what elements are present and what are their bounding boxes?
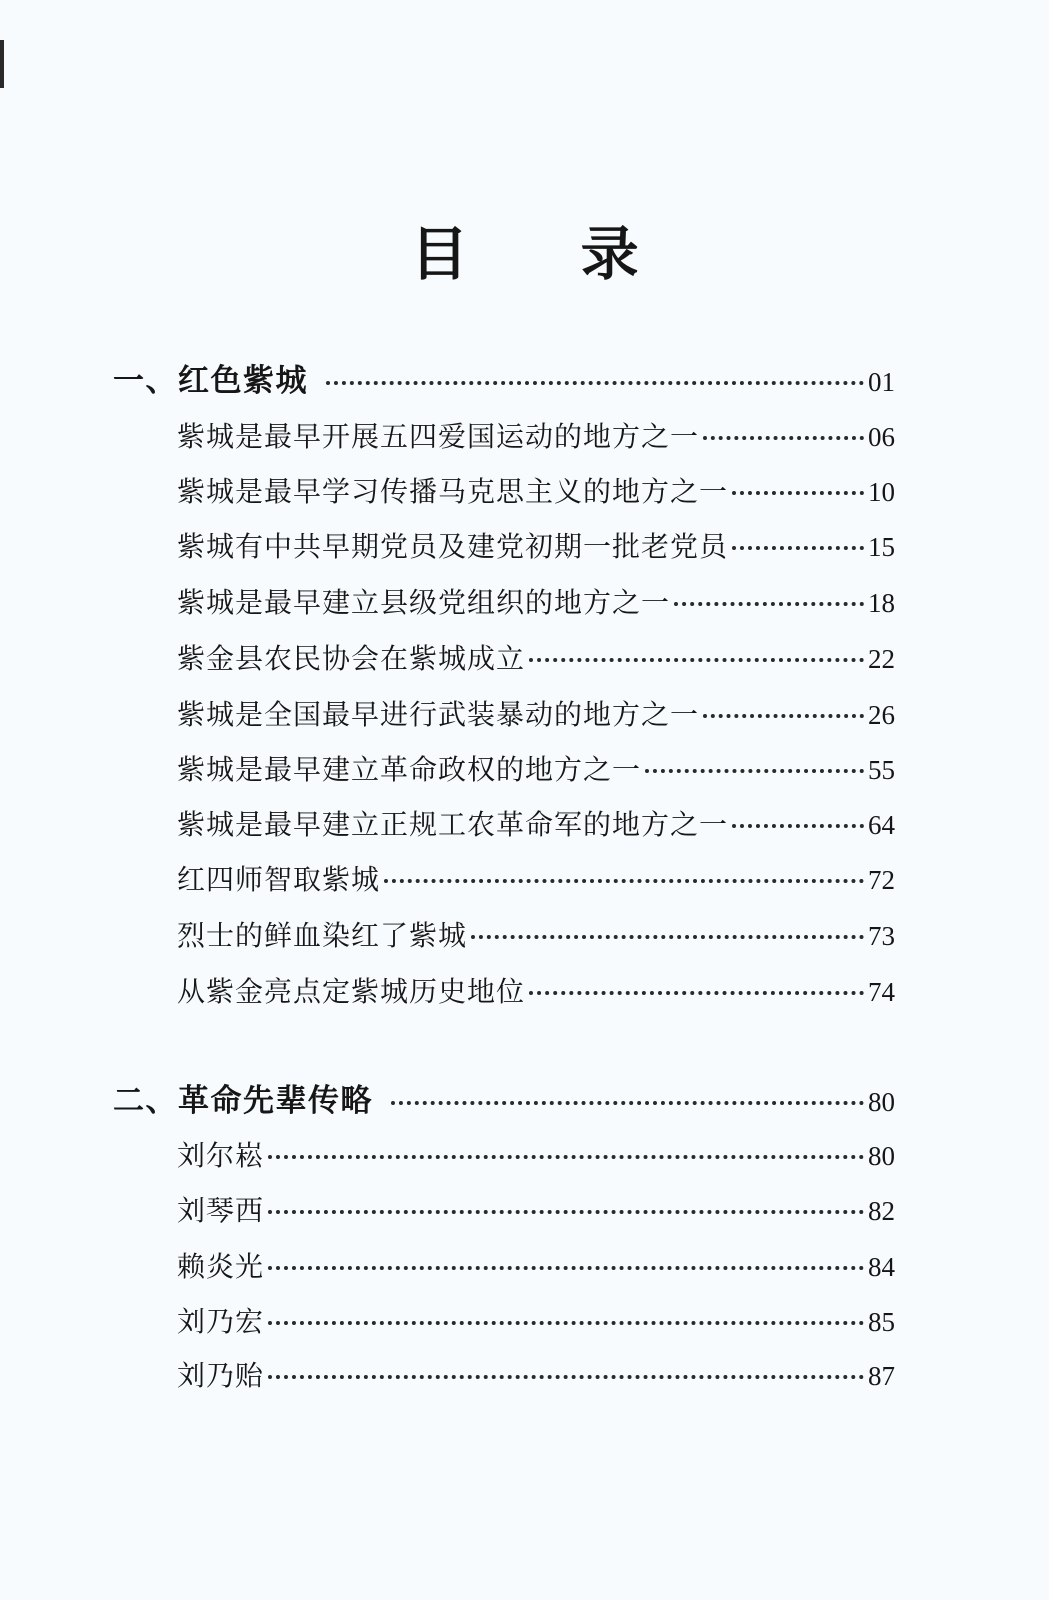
dot-leader <box>732 824 864 828</box>
entry-title: 紫金县农民协会在紫城成立 <box>177 642 526 675</box>
page-number: 22 <box>868 644 895 674</box>
entry-title: 紫城是最早建立县级党组织的地方之一 <box>177 586 671 619</box>
dot-leader <box>268 1155 864 1159</box>
entry-title: 赖炎光 <box>177 1250 265 1283</box>
entry-title: 紫城是全国最早进行武装暴动的地方之一 <box>177 698 700 731</box>
section-title: 一、红色紫城 <box>113 363 308 399</box>
entry-title: 红四师智取紫城 <box>177 863 381 896</box>
page-number: 26 <box>868 700 895 730</box>
section-title: 二、革命先辈传略 <box>113 1083 373 1119</box>
dot-leader <box>471 935 864 939</box>
dot-leader <box>268 1321 864 1325</box>
entry-title: 刘乃宏 <box>177 1305 265 1338</box>
toc-entry[interactable] <box>177 1245 895 1289</box>
page-number: 06 <box>868 422 895 452</box>
dot-leader <box>529 991 864 995</box>
toc-entry[interactable] <box>177 1134 895 1178</box>
toc-entry[interactable] <box>177 803 895 847</box>
entry-title: 从紫金亮点定紫城历史地位 <box>177 975 526 1008</box>
toc-entry[interactable] <box>177 581 895 625</box>
dot-leader <box>268 1375 864 1379</box>
toc-entry[interactable] <box>177 970 895 1014</box>
page-title: 目 录 <box>410 220 685 288</box>
toc-entry[interactable] <box>177 693 895 737</box>
dot-leader <box>703 714 864 718</box>
page-number: 64 <box>868 810 895 840</box>
toc-entry[interactable] <box>177 748 895 792</box>
dot-leader <box>674 602 864 606</box>
toc-entry[interactable] <box>177 415 895 459</box>
entry-title: 紫城有中共早期党员及建党初期一批老党员 <box>177 530 729 563</box>
page-number: 82 <box>868 1196 895 1226</box>
entry-title: 紫城是最早建立革命政权的地方之一 <box>177 753 642 786</box>
page-number: 87 <box>868 1361 895 1391</box>
entry-title: 烈士的鲜血染红了紫城 <box>177 919 468 952</box>
page-number: 85 <box>868 1307 895 1337</box>
dot-leader <box>529 658 864 662</box>
dot-leader <box>268 1210 864 1214</box>
entry-title: 刘乃贻 <box>177 1359 265 1392</box>
toc-entry[interactable] <box>177 914 895 958</box>
toc-section-1[interactable] <box>113 359 895 403</box>
entry-title: 紫城是最早建立正规工农革命军的地方之一 <box>177 808 729 841</box>
page-number: 74 <box>868 977 895 1007</box>
dot-leader <box>391 1101 864 1105</box>
page-number: 84 <box>868 1252 895 1282</box>
page-number: 01 <box>868 367 895 397</box>
toc-entry[interactable] <box>177 858 895 902</box>
dot-leader <box>703 436 864 440</box>
toc-entry[interactable] <box>177 1354 895 1398</box>
dot-leader <box>732 546 864 550</box>
page-number: 73 <box>868 921 895 951</box>
page-number: 80 <box>868 1141 895 1171</box>
dot-leader <box>326 381 864 385</box>
page-number: 15 <box>868 532 895 562</box>
page-number: 55 <box>868 755 895 785</box>
toc-section-2[interactable] <box>113 1079 895 1123</box>
entry-title: 紫城是最早开展五四爱国运动的地方之一 <box>177 420 700 453</box>
entry-title: 紫城是最早学习传播马克思主义的地方之一 <box>177 475 729 508</box>
page-number: 18 <box>868 588 895 618</box>
toc-entry[interactable] <box>177 637 895 681</box>
page-number: 10 <box>868 477 895 507</box>
entry-title: 刘尔崧 <box>177 1139 265 1172</box>
toc-entry[interactable] <box>177 1300 895 1344</box>
page-number: 72 <box>868 865 895 895</box>
dot-leader <box>645 769 864 773</box>
dot-leader <box>384 879 864 883</box>
toc-entry[interactable] <box>177 1189 895 1233</box>
page-number: 80 <box>868 1087 895 1117</box>
toc-entry[interactable] <box>177 470 895 514</box>
dot-leader <box>732 491 864 495</box>
dot-leader <box>268 1266 864 1270</box>
entry-title: 刘琴西 <box>177 1194 265 1227</box>
toc-entry[interactable] <box>177 525 895 569</box>
